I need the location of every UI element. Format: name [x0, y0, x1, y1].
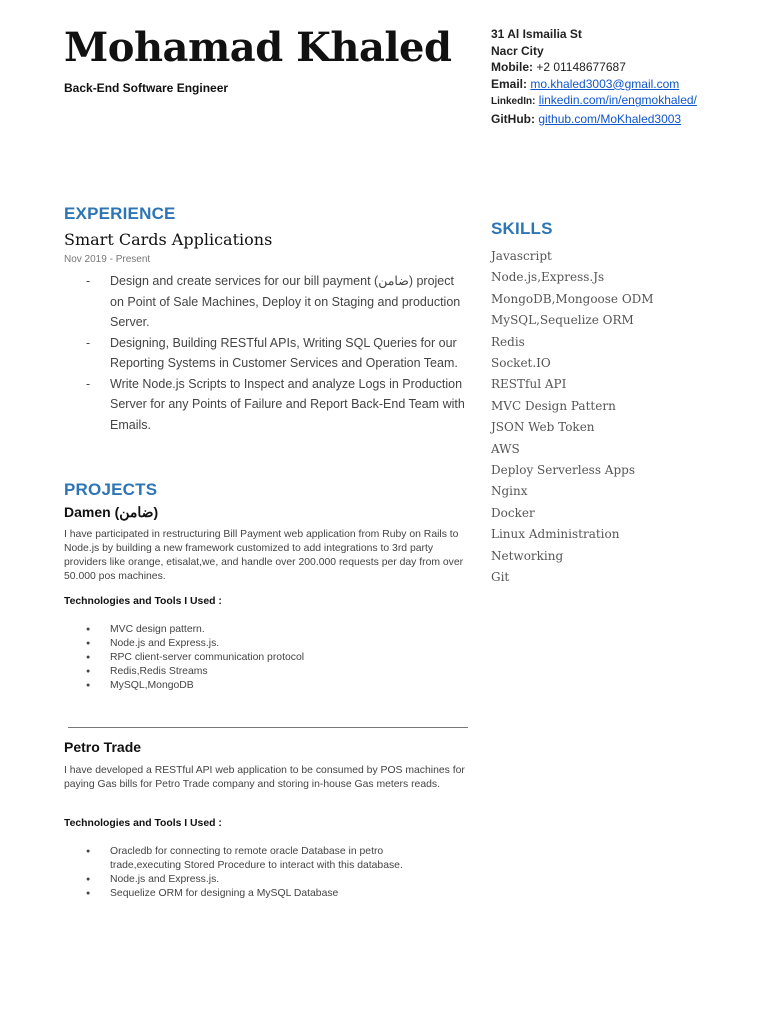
linkedin-link[interactable]: linkedin.com/in/engmokhaled/ [538, 93, 697, 108]
tech-item: ● MVC design pattern. [86, 623, 466, 637]
project-tech-list-damen [86, 623, 466, 693]
project-description-petro-trade: I have developed a RESTful API web application to be consumed by POS machines for paying Gas bills for Petro Trade company and storing in-house Gas meters reads. [64, 765, 465, 790]
project-tech-heading-damen: Technologies and Tools I Used : [64, 596, 222, 607]
resume-name: Mohamad Khaled [64, 24, 452, 71]
mobile-label: Mobile: [491, 60, 533, 75]
linkedin-label: LinkedIn: [491, 96, 536, 108]
section-divider [68, 727, 468, 728]
tech-item: ● Sequelize ORM for designing a MySQL Database [86, 887, 446, 901]
experience-item: - Designing, Building RESTful APIs, Writing SQL Queries for our Reporting Systems in Customer Services and Operation Team. [86, 333, 466, 374]
github-label: GitHub: [491, 111, 535, 126]
tech-item: ● RPC client-server communication protocol [86, 651, 466, 665]
email-label: Email: [491, 76, 528, 91]
mobile-row [491, 59, 761, 76]
tech-item: ● Redis,Redis Streams [86, 665, 466, 679]
project-title-petro-trade: Petro Trade [64, 739, 142, 755]
project-title-damen: Damen (ضامن) [64, 504, 159, 520]
project-description-damen: I have participated in restructuring Bill Payment web application from Ruby on Rails to Node.js by building a new framework customized to add integrations to 3rd party providers like orange, etisalat,we, and handle over 200.000 requests per day from over 50.000 pos machines. [64, 529, 464, 582]
tech-item: ● Oracledb for connecting to remote oracle Database in petro trade,executing Stored Procedure to interact with this database. [86, 845, 446, 873]
experience-item: - Write Node.js Scripts to Inspect and analyze Logs in Production Server for any Points of Failure and Report Back-End Team with Emails. [86, 374, 466, 436]
experience-heading: EXPERIENCE [64, 204, 176, 223]
skill-item: Redis [491, 334, 525, 349]
experience-item: - Design and create services for our bill payment (ضامن) project on Point of Sale Machines, Deploy it on Staging and production Server. [86, 271, 466, 333]
skill-item: MVC Design Pattern [491, 398, 616, 413]
skill-item: Linux Administration [491, 527, 620, 542]
skill-item: Socket.IO [491, 356, 551, 371]
skill-item: Javascript [491, 249, 552, 263]
email-link[interactable]: mo.khaled3003@gmail.com [530, 76, 680, 91]
mobile-value: +2 01148677687 [533, 60, 626, 75]
skill-item: JSON Web Token [491, 420, 595, 435]
skill-item: AWS [491, 441, 520, 456]
projects-heading: PROJECTS [64, 480, 158, 499]
tech-item: ● Node.js and Express.js. [86, 873, 446, 887]
experience-job-title: Smart Cards Applications [64, 230, 273, 249]
experience-date: Nov 2019 - Present [64, 254, 151, 265]
skills-heading: SKILLS [491, 219, 553, 238]
project-tech-heading-petro-trade: Technologies and Tools I Used : [64, 818, 222, 829]
github-link[interactable]: github.com/MoKhaled3003 [538, 111, 682, 126]
skill-item: Git [491, 570, 510, 585]
email-row [491, 76, 761, 93]
skill-item: Nginx [491, 484, 528, 499]
skills-list [491, 246, 654, 589]
skill-item: RESTful API [491, 377, 567, 392]
skill-item: MongoDB,Mongoose ODM [491, 291, 654, 306]
skill-item: MySQL,Sequelize ORM [491, 313, 634, 328]
experience-list [86, 271, 466, 435]
tech-item: ● Node.js and Express.js. [86, 637, 466, 651]
linkedin-row [491, 92, 761, 111]
job-subtitle: Back-End Software Engineer [64, 81, 229, 95]
tech-item: ● MySQL,MongoDB [86, 679, 466, 693]
skill-item: Deploy Serverless Apps [491, 463, 635, 478]
skill-item: Docker [491, 505, 535, 520]
project-tech-list-petro-trade [86, 845, 446, 901]
contact-block [491, 26, 761, 128]
skill-item: Node.js,Express.Js [491, 270, 605, 285]
address-line-1: 31 Al Ismailia St [491, 27, 582, 41]
skill-item: Networking [491, 548, 564, 563]
address-line-2: Nacr City [491, 43, 544, 58]
github-row [491, 111, 761, 128]
